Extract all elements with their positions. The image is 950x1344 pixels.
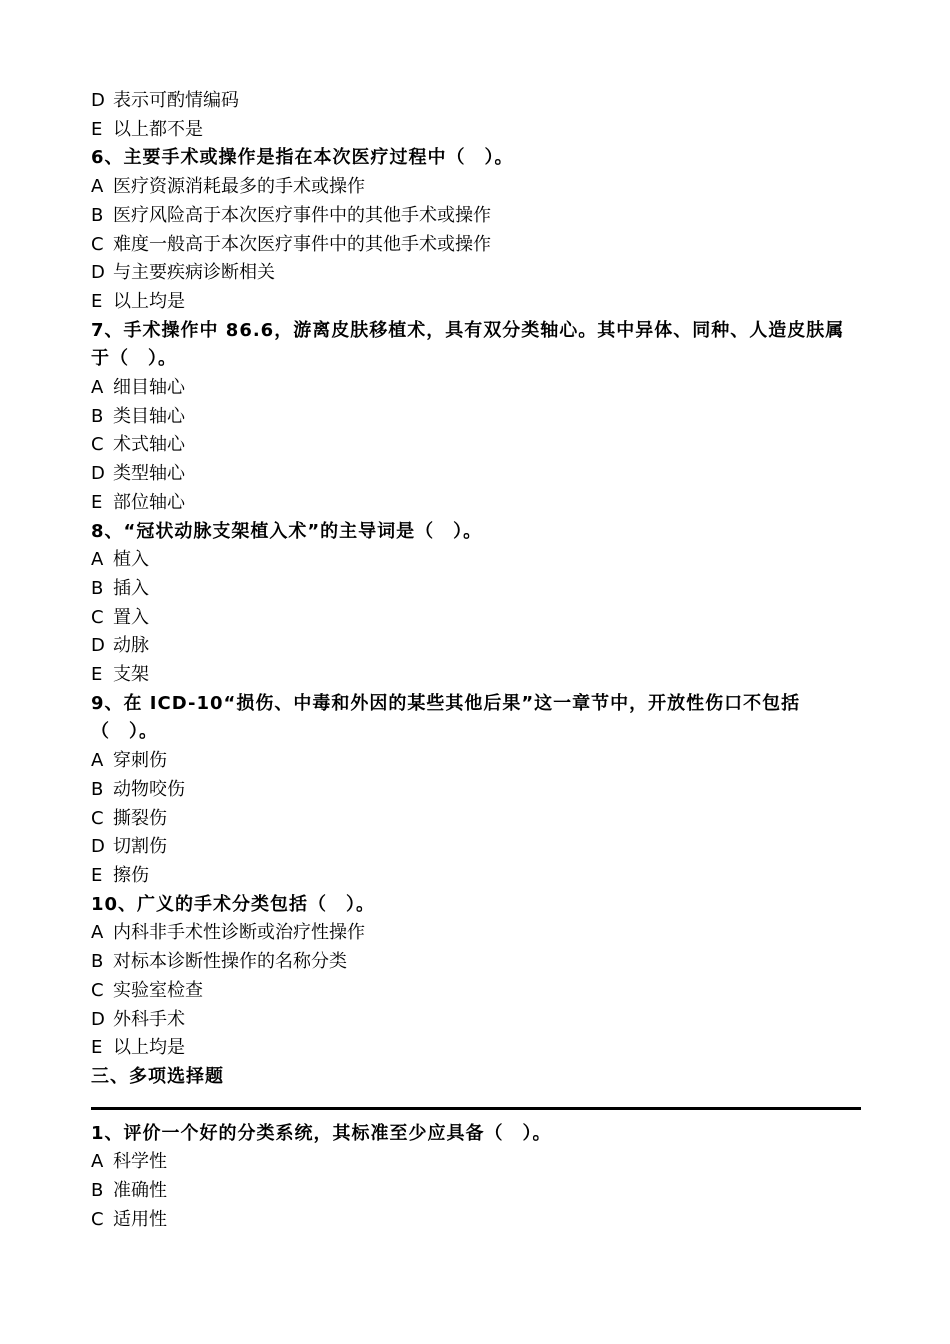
answer-option (91, 259, 861, 288)
answer-option (91, 231, 861, 260)
option-letter: B (91, 778, 104, 800)
answer-option (91, 919, 861, 948)
option-text: 以上都不是 (113, 118, 203, 140)
question-stem: 7、手术操作中 86.6，游离皮肤移植术，具有双分类轴心。其中异体、同种、人造皮肤属于（ ）。 (91, 319, 845, 370)
option-text: 术式轴心 (113, 434, 185, 456)
option-letter: B (91, 204, 104, 226)
option-letter: E (91, 118, 103, 140)
option-text: 切割伤 (113, 836, 167, 858)
option-text: 植入 (113, 549, 149, 571)
question-block (91, 891, 861, 1063)
option-text: 以上均是 (113, 290, 185, 312)
option-text: 内科非手术性诊断或治疗性操作 (113, 922, 365, 944)
option-text: 撕裂伤 (113, 807, 167, 829)
answer-option (91, 202, 861, 231)
question-stem: 10、广义的手术分类包括（ ）。 (91, 893, 376, 915)
option-letter: E (91, 1037, 103, 1059)
option-letter: A (91, 922, 104, 944)
answer-option (91, 632, 861, 661)
option-text: 对标本诊断性操作的名称分类 (113, 951, 347, 973)
answer-option (91, 288, 861, 317)
option-letter: B (91, 951, 104, 973)
answer-option (91, 948, 861, 977)
option-text: 穿刺伤 (113, 750, 167, 772)
option-letter: C (91, 233, 104, 255)
question-stem: 8、“冠状动脉支架植入术”的主导词是（ ）。 (91, 520, 483, 542)
answer-option (91, 1148, 861, 1177)
option-letter: C (91, 606, 104, 628)
answer-option (91, 489, 861, 518)
option-text: 部位轴心 (113, 491, 185, 513)
answer-option (91, 116, 861, 145)
answer-option (91, 87, 861, 116)
option-letter: A (91, 176, 104, 198)
option-letter: D (91, 262, 105, 284)
answer-option (91, 977, 861, 1006)
option-text: 准确性 (113, 1180, 167, 1202)
option-text: 与主要疾病诊断相关 (113, 262, 275, 284)
option-letter: D (91, 836, 105, 858)
answer-option (91, 575, 861, 604)
answer-option (91, 1034, 861, 1063)
option-text: 实验室检查 (113, 979, 203, 1001)
option-text: 类型轴心 (113, 463, 185, 485)
option-letter: D (91, 90, 105, 111)
option-letter: B (91, 1180, 104, 1202)
previous-question-options (91, 87, 861, 144)
answer-option (91, 1006, 861, 1035)
option-letter: A (91, 377, 104, 399)
question-stem: 6、主要手术或操作是指在本次医疗过程中（ ）。 (91, 147, 514, 169)
question-block (91, 518, 861, 690)
option-text: 适用性 (113, 1208, 167, 1230)
option-letter: D (91, 1008, 105, 1030)
option-letter: D (91, 635, 105, 657)
option-letter: E (91, 290, 103, 312)
question-block (91, 317, 861, 518)
answer-option (91, 1177, 861, 1206)
option-text: 以上均是 (113, 1037, 185, 1059)
document-page (91, 87, 861, 1234)
answer-option (91, 374, 861, 403)
option-text: 表示可酌情编码 (113, 90, 239, 111)
answer-option (91, 805, 861, 834)
option-text: 科学性 (113, 1151, 167, 1173)
answer-option (91, 1206, 861, 1235)
answer-option (91, 173, 861, 202)
option-text: 医疗资源消耗最多的手术或操作 (113, 176, 365, 198)
answer-option (91, 431, 861, 460)
section-heading: 三、多项选择题 (91, 1065, 224, 1087)
multiple-choice-questions (91, 1120, 861, 1235)
answer-option (91, 747, 861, 776)
option-text: 难度一般高于本次医疗事件中的其他手术或操作 (113, 233, 491, 255)
answer-option (91, 862, 861, 891)
option-letter: B (91, 405, 104, 427)
question-stem: 1、评价一个好的分类系统，其标准至少应具备（ ）。 (91, 1122, 552, 1144)
option-text: 类目轴心 (113, 405, 185, 427)
option-letter: A (91, 1151, 104, 1173)
option-text: 插入 (113, 577, 149, 599)
answer-option (91, 546, 861, 575)
option-letter: E (91, 664, 103, 686)
option-letter: E (91, 864, 103, 886)
option-letter: C (91, 434, 104, 456)
question-block (91, 690, 861, 891)
option-text: 医疗风险高于本次医疗事件中的其他手术或操作 (113, 204, 491, 226)
option-letter: C (91, 1208, 104, 1230)
answer-option (91, 460, 861, 489)
answer-option (91, 403, 861, 432)
question-stem: 9、在 ICD-10“损伤、中毒和外因的某些其他后果”这一章节中，开放性伤口不包括（ ）。 (91, 692, 801, 743)
option-text: 置入 (113, 606, 149, 628)
option-text: 动物咬伤 (113, 778, 185, 800)
question-block (91, 144, 861, 316)
section-divider (91, 1107, 861, 1110)
option-text: 细目轴心 (113, 377, 185, 399)
answer-option (91, 833, 861, 862)
option-letter: A (91, 549, 104, 571)
option-text: 支架 (113, 664, 149, 686)
option-text: 擦伤 (113, 864, 149, 886)
answer-option (91, 661, 861, 690)
option-text: 动脉 (113, 635, 149, 657)
question-block (91, 1120, 861, 1235)
option-letter: D (91, 463, 105, 485)
option-letter: C (91, 807, 104, 829)
option-letter: E (91, 491, 103, 513)
option-letter: C (91, 979, 104, 1001)
option-text: 外科手术 (113, 1008, 185, 1030)
answer-option (91, 604, 861, 633)
option-letter: A (91, 750, 104, 772)
single-choice-questions (91, 144, 861, 1063)
option-letter: B (91, 577, 104, 599)
answer-option (91, 776, 861, 805)
